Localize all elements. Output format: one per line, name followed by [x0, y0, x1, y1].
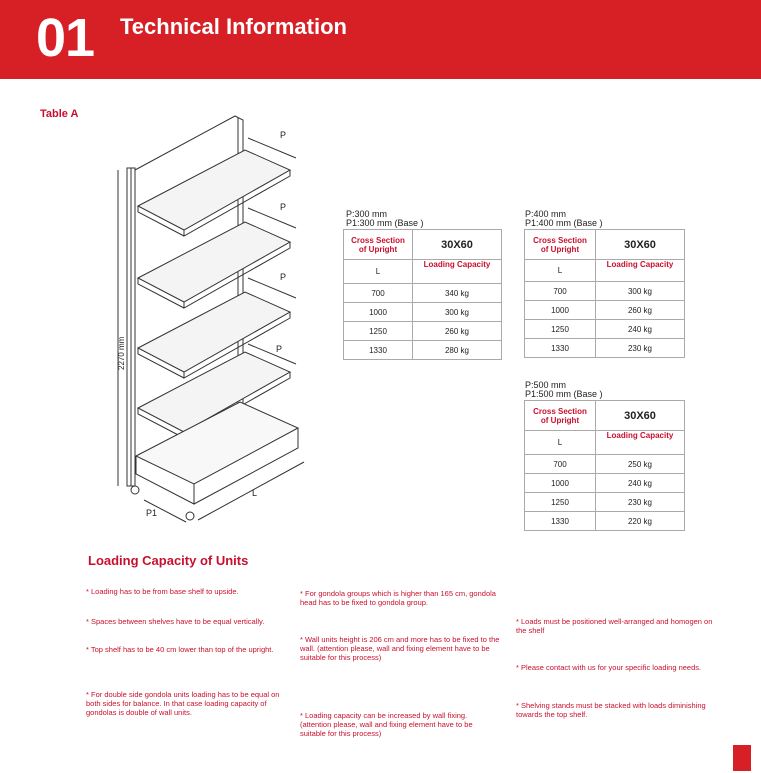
spec-depth: P:500 mm	[525, 380, 567, 390]
capacity-table	[524, 229, 685, 358]
spec-base-depth: P1:500 mm (Base )	[525, 389, 603, 399]
section-title: Loading Capacity of Units	[88, 553, 249, 568]
loading-note: * Please contact with us for your specific loading needs.	[516, 663, 702, 672]
table-row	[525, 474, 685, 493]
capacity-header: Loading Capacity	[413, 260, 502, 284]
table-cell: 1000	[525, 301, 596, 320]
table-cell: 700	[525, 455, 596, 474]
height-label: 2270 mm	[117, 336, 126, 370]
table-cell: 300 kg	[413, 303, 502, 322]
depth-label: P	[280, 130, 287, 140]
table-row	[525, 301, 685, 320]
loading-note: * Loads must be positioned well-arranged and homogen on the shelf	[516, 617, 713, 635]
spec-depth: P:400 mm	[525, 209, 567, 219]
upright-size: 30X60	[413, 230, 502, 260]
table-cell: 280 kg	[413, 341, 502, 360]
table-cell: 240 kg	[596, 320, 685, 339]
depth-label: P	[276, 344, 283, 354]
upright-size: 30X60	[596, 401, 685, 431]
length-header: L	[344, 260, 413, 284]
spec-block	[525, 210, 603, 228]
table-cell: 700	[344, 284, 413, 303]
length-header: L	[525, 260, 596, 282]
table-row	[525, 339, 685, 358]
table-cell: 1000	[525, 474, 596, 493]
table-cell: 1330	[525, 512, 596, 531]
loading-note: * Shelving stands must be stacked with loads diminishing towards the top shelf.	[516, 701, 706, 719]
table-row	[525, 512, 685, 531]
upright-size: 30X60	[596, 230, 685, 260]
page-title: Technical Information	[120, 14, 347, 39]
corner-accent	[733, 745, 751, 771]
table-row	[525, 493, 685, 512]
table-cell: 260 kg	[596, 301, 685, 320]
table-cell: 700	[525, 282, 596, 301]
loading-note: * Top shelf has to be 40 cm lower than top of the upright.	[86, 645, 274, 654]
spec-block	[346, 210, 424, 228]
table-cell: 300 kg	[596, 282, 685, 301]
shelving-unit-drawing	[90, 108, 320, 528]
loading-note: * For double side gondola units loading has to be equal on both sides for balance. In that case loading capacity of gondolas is double of wall units.	[86, 690, 280, 717]
loading-note: * Loading capacity can be increased by wall fixing. (attention please, wall and fixing element have to be suitable for this process)	[300, 711, 473, 738]
cross-section-header: Cross Section of Upright	[525, 230, 596, 260]
length-header: L	[525, 431, 596, 455]
capacity-header: Loading Capacity	[596, 260, 685, 282]
section-number: 01	[36, 8, 95, 68]
spec-base-depth: P1:300 mm (Base )	[346, 218, 424, 228]
table-cell: 1330	[344, 341, 413, 360]
loading-note: * Wall units height is 206 cm and more has to be fixed to the wall. (attention please, wall and fixing element have to be suitable for this process)	[300, 635, 500, 662]
table-cell: 1000	[344, 303, 413, 322]
spec-base-depth: P1:400 mm (Base )	[525, 218, 603, 228]
loading-note: * Loading has to be from base shelf to upside.	[86, 587, 239, 596]
table-row	[344, 284, 502, 303]
table-cell: 260 kg	[413, 322, 502, 341]
table-row	[344, 303, 502, 322]
table-cell: 230 kg	[596, 339, 685, 358]
table-row	[344, 341, 502, 360]
table-cell: 1250	[525, 493, 596, 512]
cross-section-header: Cross Section of Upright	[344, 230, 413, 260]
header-bar	[0, 0, 761, 79]
length-label: L	[252, 488, 258, 498]
table-row	[525, 282, 685, 301]
table-cell: 1330	[525, 339, 596, 358]
spec-block	[525, 381, 603, 399]
loading-note: * For gondola groups which is higher than 165 cm, gondola head has to be fixed to gondola group.	[300, 589, 496, 607]
loading-note: * Spaces between shelves have to be equal vertically.	[86, 617, 265, 626]
capacity-table	[524, 400, 685, 531]
table-cell: 340 kg	[413, 284, 502, 303]
cross-section-header: Cross Section of Upright	[525, 401, 596, 431]
table-row	[344, 322, 502, 341]
table-cell: 250 kg	[596, 455, 685, 474]
table-label: Table A	[40, 108, 79, 120]
table-cell: 1250	[344, 322, 413, 341]
table-cell: 1250	[525, 320, 596, 339]
table-cell: 240 kg	[596, 474, 685, 493]
table-row	[525, 455, 685, 474]
depth-label: P	[280, 272, 287, 282]
table-cell: 230 kg	[596, 493, 685, 512]
capacity-table	[343, 229, 502, 360]
table-row	[525, 320, 685, 339]
spec-depth: P:300 mm	[346, 209, 388, 219]
capacity-header: Loading Capacity	[596, 431, 685, 455]
depth-label: P	[280, 202, 287, 212]
base-depth-label: P1	[146, 508, 158, 518]
table-cell: 220 kg	[596, 512, 685, 531]
